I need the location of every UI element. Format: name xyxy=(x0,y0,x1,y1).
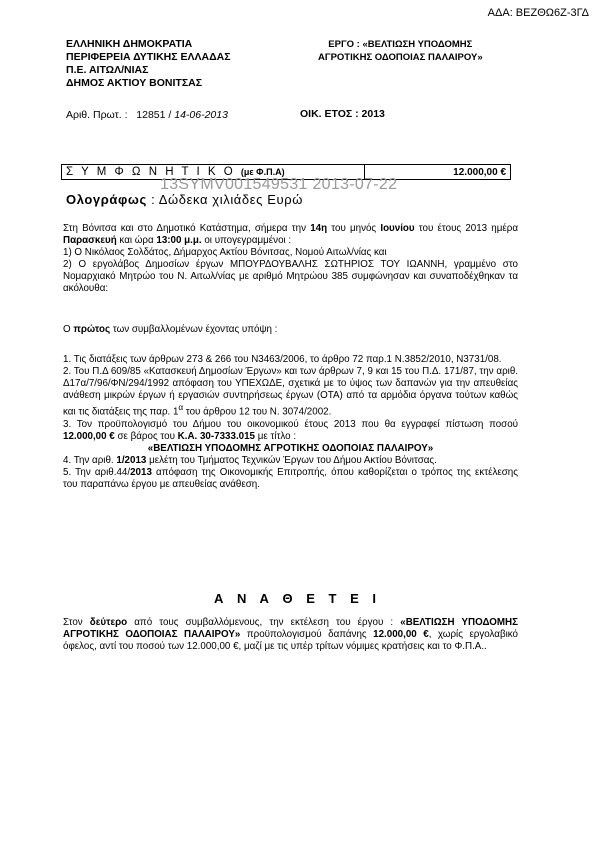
item-text: 4. Την αριθ. xyxy=(63,455,114,467)
header-line: ΔΗΜΟΣ ΑΚΤΙΟΥ ΒΟΝΙΤΣΑΣ xyxy=(66,77,203,89)
item-text: 2. Του Π.Δ 609/85 «Κατασκευή Δημοσίων Έργων» και των άρθρων 7, 9 και 15 του Π.Δ. 171/87, την αριθ. Δ17α/7/96/ΦΝ/294/1992 απόφαση του ΥΠΕΧΩΔΕ, σχετικά με το ύψος των δαπανών για την απευθείας ανάθεση μικρών έργων ή εργασιών συντηρήσεως έργων (ΟΤΑ) από τα αρμόδια όργανα τούτων καθώς και τις διατάξεις της παρ. 1 xyxy=(63,366,518,418)
item-decision-number: 2013 xyxy=(130,467,152,479)
item-text: του άρθρου 12 του Ν. 3074/2002. xyxy=(183,406,332,418)
in-words-label: Ολογράφως xyxy=(66,192,147,207)
award-text: , χωρίς εργολαβικό όφελος, αντί του ποσού των 12.000,00 €, μαζί με τις υπέρ τρίτων νόμιμες κρατήσεις και το Φ.Π.Α.. xyxy=(63,629,518,653)
intro-text: και ώρα xyxy=(119,235,154,247)
protocol-label: Αριθ. Πρωτ. : xyxy=(66,109,128,121)
first-bold: πρώτος xyxy=(73,324,111,335)
item-study-number: 1/2013 xyxy=(116,455,147,467)
intro-paragraph xyxy=(63,223,518,296)
protocol-number xyxy=(66,109,228,121)
award-text: από τους συμβαλλόμενους, την εκτέλεση του έργου : xyxy=(134,617,394,628)
registry-stamp: 13SYMV001549531 2013-07-22 xyxy=(160,176,398,193)
consideration-item xyxy=(63,419,518,443)
considerations-list xyxy=(63,354,518,491)
intro-month: Ιουνίου xyxy=(380,223,415,234)
party-contractor: 2) Ο εργολάβος Δημοσίων έργων ΜΠΟΥΡΔΟΥΒΑΛΗΣ ΣΩΤΗΡΙΟΣ ΤΟΥ ΙΩΑΝΝΗ, γραμμένο στο Νομαρχιακό Μητρώο του Ν. Αιτωλ/νίας με αριθμό Μητρώου 385 συμφώνησαν και συναποδέχθηκαν τα ακόλουθα: xyxy=(63,259,518,295)
intro-day: 14η xyxy=(310,223,328,234)
ada-code: ΑΔΑ: ΒΕΖΘΩ6Ζ-3ΓΔ xyxy=(487,7,589,19)
party-mayor: 1) Ο Νικόλαος Σολδάτος, Δήμαρχος Ακτίου Βόνιτσας, Νομού Αιτωλ/νίας και xyxy=(63,247,387,259)
award-second: δεύτερο xyxy=(89,617,128,628)
item-text: απόφαση της Οικονομικής Επιτροπής, όπου καθορίζεται ο τρόπος της εκτέλεσης του παραπάνω έργου με απευθείας ανάθεση. xyxy=(63,467,518,491)
consideration-item: 1. Τις διατάξεις των άρθρων 273 & 266 του Ν3463/2006, το άρθρο 72 παρ.1 Ν.3852/2010, Ν3731/08. xyxy=(63,354,502,365)
award-heading: Α Ν Α Θ Ε Τ Ε Ι xyxy=(214,591,381,606)
item-text: με τίτλο : xyxy=(257,430,297,442)
award-text: προϋπολογισμού δαπάνης xyxy=(246,629,367,641)
intro-text: έτους 2013 ημέρα xyxy=(437,223,519,234)
item-project-title: «ΒΕΛΤΙΩΣΗ ΥΠΟΔΟΜΗΣ ΑΓΡΟΤΙΚΗΣ ΟΔΟΠΟΙΑΣ ΠΑΛΑΙΡΟΥ» xyxy=(147,442,434,454)
intro-text: του xyxy=(418,223,434,234)
consideration-item-title xyxy=(63,443,518,455)
item-text: σε βάρος του xyxy=(117,430,175,442)
item-budget-code: Κ.Α. 30-7333.015 xyxy=(177,430,256,442)
first-text: των συμβαλλομένων έχοντας υπόψη : xyxy=(112,324,278,335)
amount-in-words xyxy=(66,192,303,207)
award-text: Στον xyxy=(63,617,83,628)
intro-time: 13:00 μ.μ. xyxy=(156,235,202,247)
intro-text: οι υπογεγραμμένοι : xyxy=(204,235,292,247)
project-line: ΕΡΓΟ : «ΒΕΛΤΙΩΣΗ ΥΠΟΔΟΜΗΣ xyxy=(328,39,473,50)
issuer-header xyxy=(66,38,231,90)
award-paragraph xyxy=(63,617,518,653)
item-text: 3. Τον προϋπολογισμό του Δήμου του οικονομικού έτους 2013 που θα εγγραφεί πίστωση ποσού xyxy=(63,418,518,430)
in-words-value: : Δώδεκα χιλιάδες Ευρώ xyxy=(151,192,303,207)
header-line: Π.Ε. ΑΙΤΩΛ/ΝΙΑΣ xyxy=(66,64,149,76)
item-amount: 12.000,00 € xyxy=(63,430,115,442)
header-line: ΠΕΡΙΦΕΡΕΙΑ ΔΥΤΙΚΗΣ ΕΛΛΑΔΑΣ xyxy=(66,51,231,63)
first-text: Ο xyxy=(63,324,71,335)
protocol-date: 14-06-2013 xyxy=(174,109,228,121)
agreement-amount: 12.000,00 € xyxy=(453,167,506,178)
project-title xyxy=(318,38,483,64)
consideration-item xyxy=(63,467,518,491)
agreement-title-text: Σ Υ Μ Φ Ω Ν Η Τ Ι Κ Ο xyxy=(66,166,236,178)
header-line: ΕΛΛΗΝΙΚΗ ΔΗΜΟΚΡΑΤΙΑ xyxy=(66,38,193,50)
item-superscript: α xyxy=(178,403,184,413)
protocol-value: 12851 / xyxy=(136,109,172,121)
intro-text: Στη Βόνιτσα και στο Δημοτικό Κατάστημα, σήμερα την xyxy=(63,223,306,234)
consideration-item xyxy=(63,366,518,419)
agreement-vat-note: (με Φ.Π.Α) xyxy=(240,167,285,177)
project-line: ΑΓΡΟΤΙΚΗΣ ΟΔΟΠΟΙΑΣ ΠΑΛΑΙΡΟΥ» xyxy=(318,52,483,63)
consideration-item xyxy=(63,455,518,467)
award-project-title: «ΒΕΛΤΙΩΣΗ ΥΠΟΔΟΜΗΣ ΑΓΡΟΤΙΚΗΣ ΟΔΟΠΟΙΑΣ ΠΑΛΑΙΡΟΥ» xyxy=(63,617,518,641)
intro-text: του μηνός xyxy=(331,223,377,234)
item-text: 5. Την αριθ.44/ xyxy=(63,467,131,479)
award-amount: 12.000,00 € xyxy=(373,629,429,641)
intro-weekday: Παρασκευή xyxy=(63,235,117,247)
fiscal-year: ΟΙΚ. ΕΤΟΣ : 2013 xyxy=(300,108,385,120)
first-party-line xyxy=(63,324,518,336)
item-text: μελέτη του Τμήματος Τεχνικών Έργων του Δήμου Ακτίου Βόνιτσας. xyxy=(149,455,437,467)
